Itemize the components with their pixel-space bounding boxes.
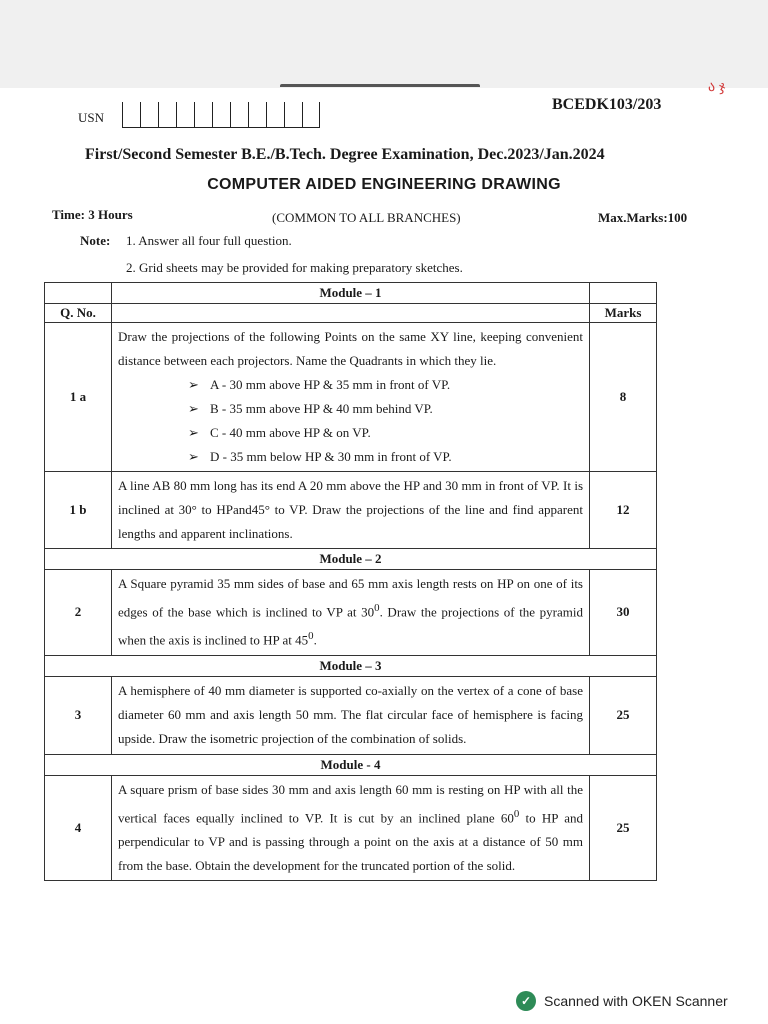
point-item: ➢ C - 40 mm above HP & on VP.: [118, 421, 583, 445]
exam-title: First/Second Semester B.E./B.Tech. Degree Examination, Dec.2023/Jan.2024: [85, 146, 605, 163]
module-row: [45, 549, 657, 570]
question-marks: 25: [590, 676, 657, 754]
usn-box: [284, 102, 302, 128]
qno-column-header: Q. No.: [45, 304, 112, 323]
question-text: A square prism of base sides 30 mm and axis length 60 mm is resting on HP with all the vertical faces equally inclined to VP. It is cut by an inclined plane $60^0$ to HP and perpendicular to VP and is passing through a point on the axis at a distance of 50 mm from the base. Obtain the development for the truncated portion of the solid.: [112, 775, 590, 880]
red-ink-mark: ა ჯ: [708, 78, 726, 94]
question-text: A hemisphere of 40 mm diameter is supported co-axially on the vertex of a cone of base diameter 60 mm and axis length 50 mm. The flat circular face of hemisphere is facing upside. Draw the isometric projection of the combination of solids.: [112, 676, 590, 754]
common-branches: (COMMON TO ALL BRANCHES): [272, 210, 461, 225]
exam-duration: Time: 3 Hours: [52, 207, 133, 222]
point-item: ➢ A - 30 mm above HP & 35 mm in front of VP.: [118, 373, 583, 397]
max-marks: Max.Marks:100: [598, 210, 688, 225]
question-number: 2: [45, 570, 112, 656]
cut-off-header-text: [280, 78, 480, 88]
question-row: [45, 570, 657, 656]
usn-box: [212, 102, 230, 128]
marks-column-header: Marks: [590, 304, 657, 323]
usn-box: [122, 102, 140, 128]
oken-scanner-logo-icon: ✓: [516, 991, 536, 1011]
note-label: Note:: [80, 233, 111, 248]
question-number: 1 b: [45, 472, 112, 549]
question-marks: 12: [590, 472, 657, 549]
scanner-text: Scanned with OKEN Scanner: [544, 993, 728, 1009]
usn-box: [302, 102, 320, 128]
top-scan-band: [0, 0, 768, 88]
module-row: [45, 283, 657, 304]
usn-box: [248, 102, 266, 128]
question-number: 3: [45, 676, 112, 754]
usn-box: [158, 102, 176, 128]
arrow-bullet-icon: ➢: [188, 401, 199, 416]
usn-entry-boxes: [122, 102, 320, 128]
usn-box: [140, 102, 158, 128]
arrow-bullet-icon: ➢: [188, 425, 199, 440]
subject-title: COMPUTER AIDED ENGINEERING DRAWING: [207, 176, 561, 193]
question-row: [45, 472, 657, 549]
module-row: [45, 655, 657, 676]
arrow-bullet-icon: ➢: [188, 449, 199, 464]
module-heading: Module – 3: [45, 655, 657, 676]
question-text: Draw the projections of the following Points on the same XY line, keeping convenient distance between each projectors. Name the Quadrants in which they lie.: [118, 329, 583, 368]
question-row: [45, 676, 657, 754]
point-item: ➢ B - 35 mm above HP & 40 mm behind VP.: [118, 397, 583, 421]
question-marks: 8: [590, 323, 657, 472]
question-row: [45, 323, 657, 472]
question-marks: 30: [590, 570, 657, 656]
note-item-2: 2. Grid sheets may be provided for making preparatory sketches.: [126, 260, 463, 275]
usn-box: [230, 102, 248, 128]
module-heading: Module - 4: [45, 754, 657, 775]
table-header-row: [45, 304, 657, 323]
module-row: [45, 754, 657, 775]
module-heading: Module – 2: [45, 549, 657, 570]
point-item: ➢ D - 35 mm below HP & 30 mm in front of VP.: [118, 445, 583, 469]
usn-box: [176, 102, 194, 128]
paper-code: BCEDK103/203: [552, 96, 662, 113]
arrow-bullet-icon: ➢: [188, 377, 199, 392]
note-item-1: 1. Answer all four full question.: [126, 233, 292, 248]
scanner-watermark: [516, 990, 728, 1012]
question-row: [45, 775, 657, 880]
question-number: 4: [45, 775, 112, 880]
question-text: A Square pyramid 35 mm sides of base and 65 mm axis length rests on HP on one of its edges of the base which is inclined to VP at $30^0$. Draw the projections of the pyramid when the axis is inclined to HP at $45^0$.: [112, 570, 590, 656]
question-marks: 25: [590, 775, 657, 880]
usn-label: USN: [78, 110, 105, 125]
usn-box: [194, 102, 212, 128]
question-text: A line AB 80 mm long has its end A 20 mm above the HP and 30 mm in front of VP. It is inclined at 30° to HPand45° to VP. Draw the projections of the line and find apparent lengths and apparent inclinations.: [112, 472, 590, 549]
module-heading: Module – 1: [112, 283, 590, 304]
question-table: [44, 282, 657, 881]
question-number: 1 a: [45, 323, 112, 472]
usn-box: [266, 102, 284, 128]
